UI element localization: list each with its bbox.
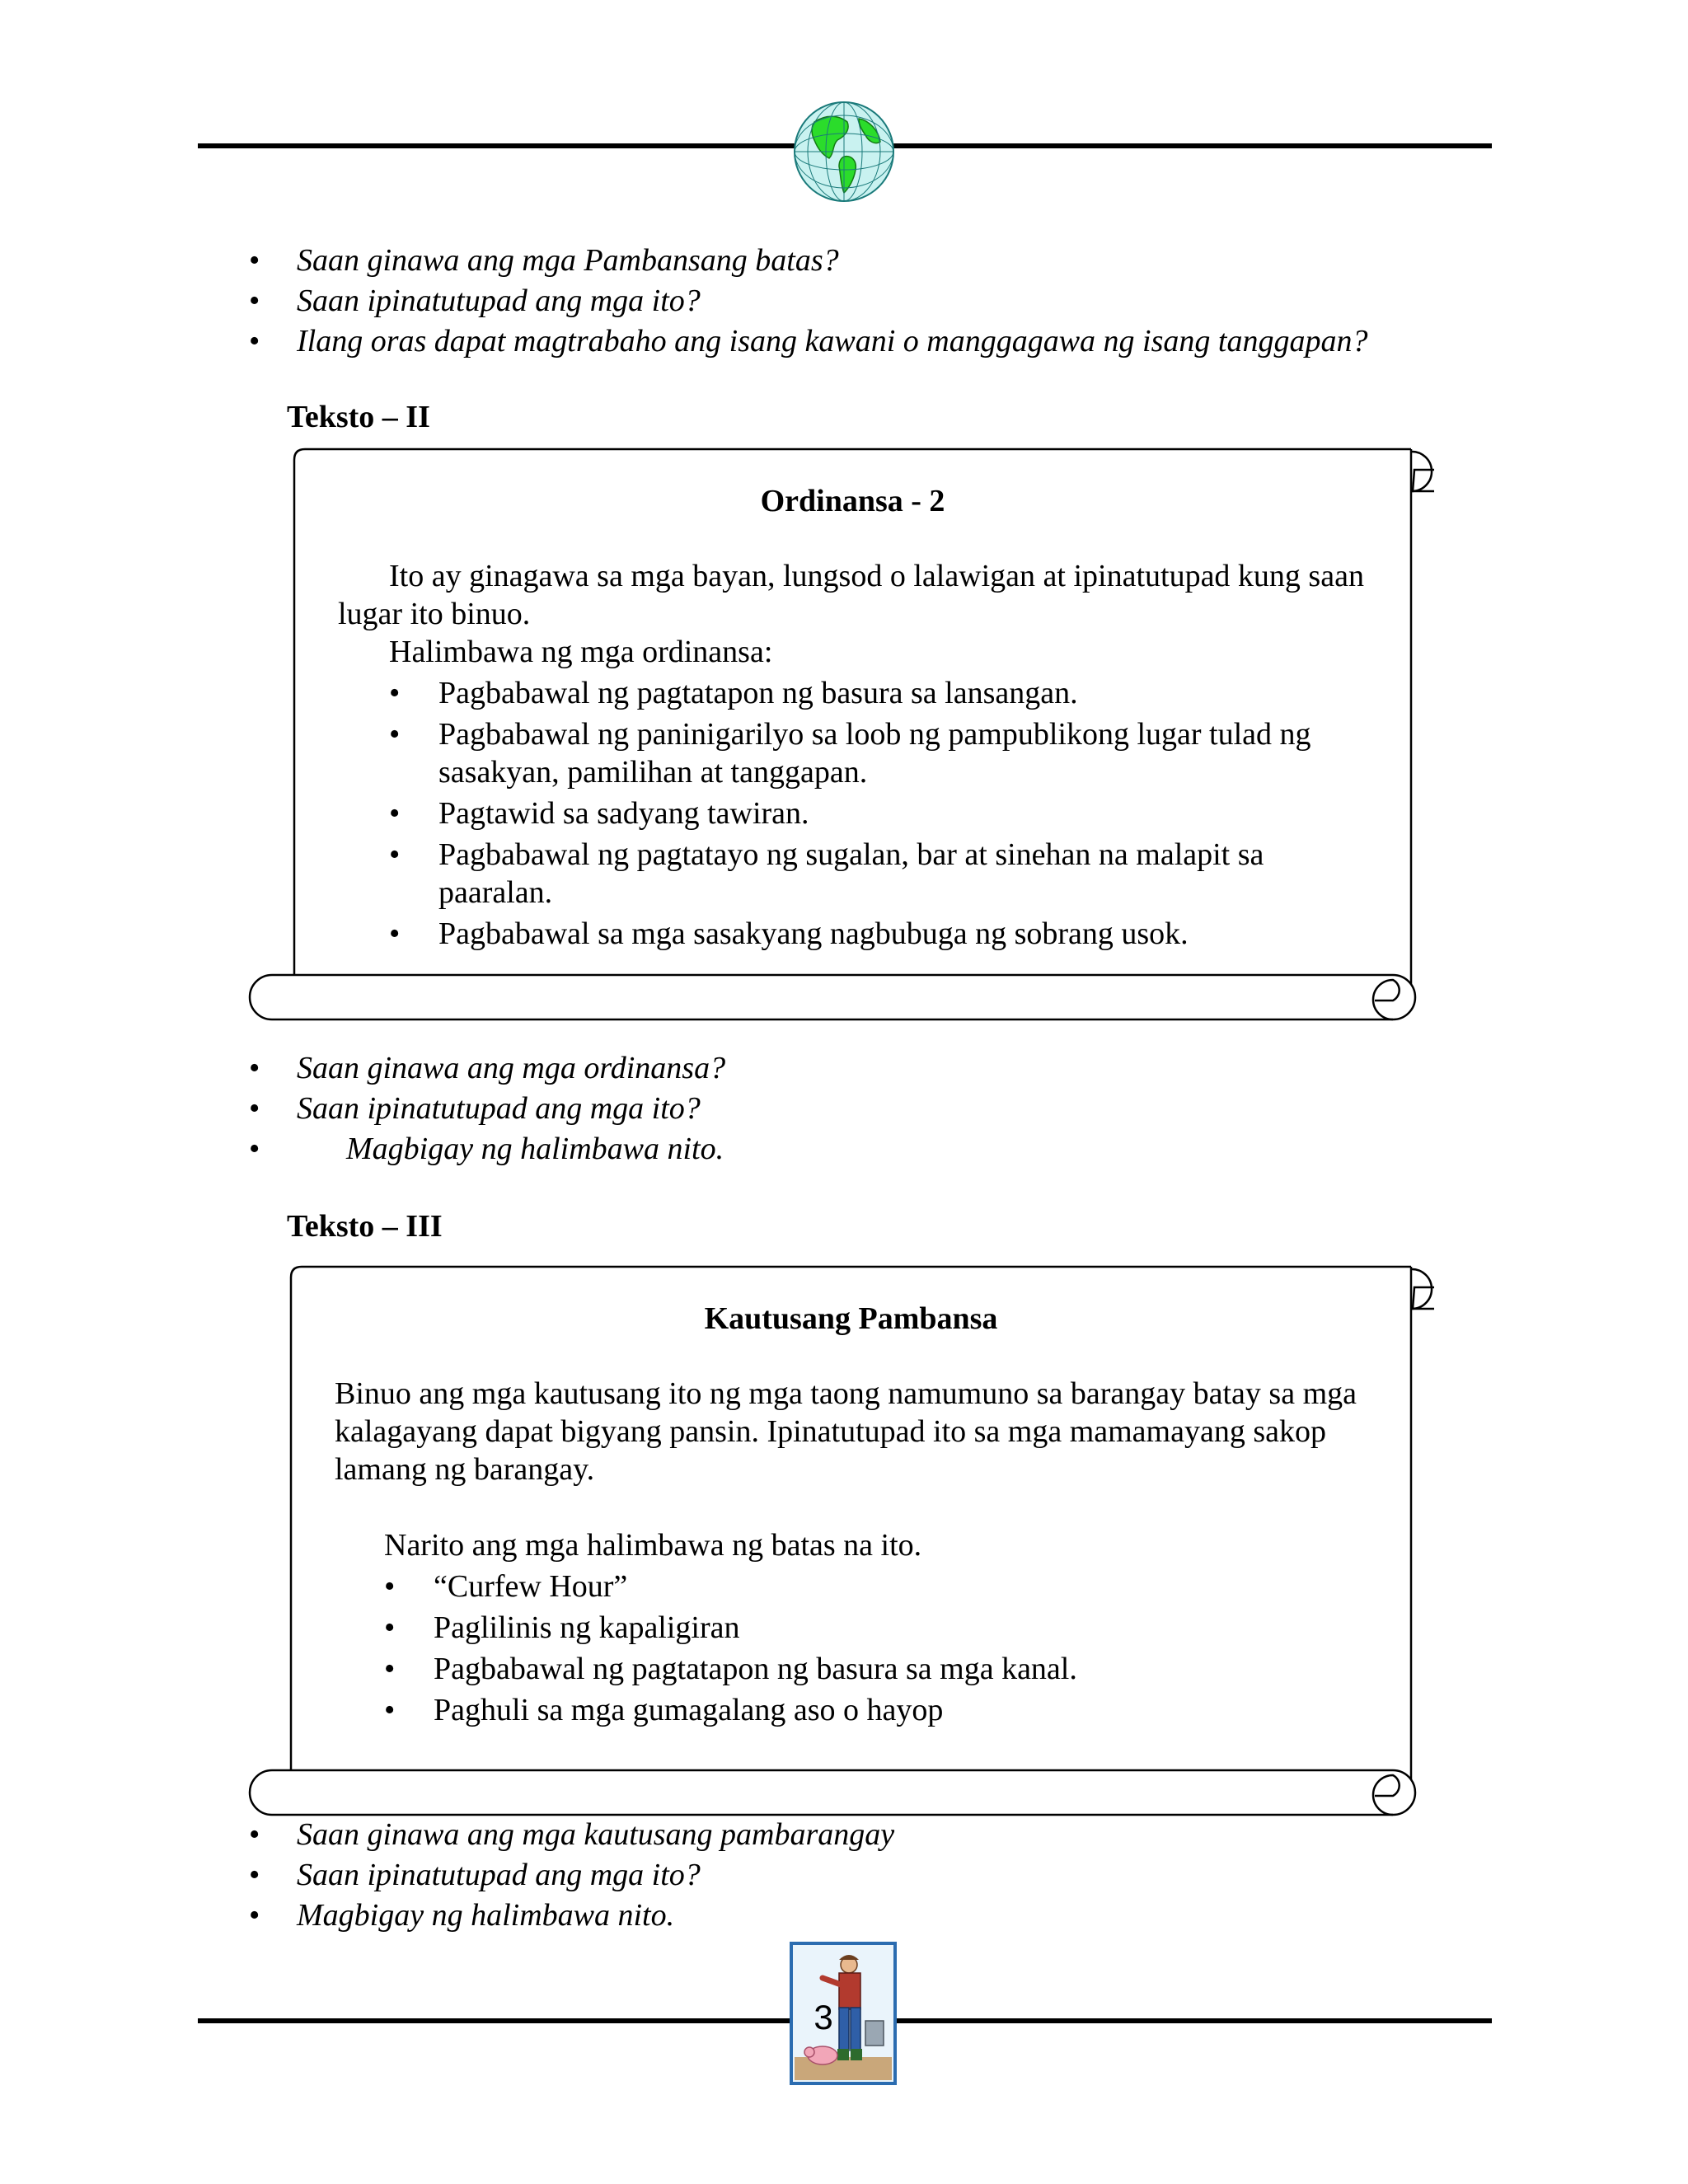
list-item: • Saan ginawa ang mga kautusang pambarangay <box>249 1815 894 1855</box>
farmer-illustration <box>790 1942 897 2085</box>
header-rule-right <box>892 143 1492 148</box>
kautusan-list <box>384 1568 1373 1732</box>
list-item: • Pagbabawal ng pagtatapon ng basura sa mga kanal. <box>384 1650 1373 1688</box>
header-rule-left <box>198 143 796 148</box>
list-item <box>249 1129 725 1169</box>
list-item: • Saan ipinatutupad ang mga ito? <box>249 1855 894 1896</box>
ordinance-list <box>389 674 1378 956</box>
section2-question-list <box>249 1048 725 1169</box>
box-title: Kautusang Pambansa <box>704 1301 998 1336</box>
list-item: • Saan ginawa ang mga Pambansang batas? <box>249 241 1367 281</box>
list-item: • Saan ipinatutupad ang mga ito? <box>249 281 1367 321</box>
globe-icon <box>790 97 898 206</box>
list-item: • Ilang oras dapat magtrabaho ang isang kawani o manggagawa ng isang tanggapan? <box>249 321 1367 362</box>
box-paragraph: Ito ay ginagawa sa mga bayan, lungsod o lalawigan at ipinatutupad kung saan lugar ito binuo. <box>338 559 1364 631</box>
footer-rule-left <box>198 2018 790 2023</box>
box-intro: Narito ang mga halimbawa ng batas na ito. <box>384 1528 922 1563</box>
list-item: • Magbigay ng halimbawa nito. <box>249 1896 894 1936</box>
list-item: • Saan ginawa ang mga ordinansa? <box>249 1048 725 1089</box>
box-title: Ordinansa - 2 <box>760 484 945 518</box>
list-item: • “Curfew Hour” <box>384 1568 1373 1605</box>
list-item: • Pagbabawal ng pagtatapon ng basura sa lansangan. <box>389 674 1378 712</box>
list-item: • Pagbabawal ng paninigarilyo sa loob ng pampublikong lugar tulad ng sasakyan, pamilihan at tanggapan. <box>389 715 1378 791</box>
section-heading: Teksto – III <box>287 1209 443 1244</box>
top-question-list <box>249 241 1367 362</box>
page-number: 3 <box>814 1998 833 2036</box>
section3-question-list <box>249 1815 894 1936</box>
list-item: • Paghuli sa mga gumagalang aso o hayop <box>384 1691 1373 1729</box>
footer-rule-right <box>897 2018 1492 2023</box>
list-item: • Pagbabawal sa mga sasakyang nagbubuga ng sobrang usok. <box>389 915 1378 953</box>
box-intro: Halimbawa ng mga ordinansa: <box>389 635 773 669</box>
list-item: • Paglilinis ng kapaligiran <box>384 1609 1373 1647</box>
section-heading: Teksto – II <box>287 400 430 434</box>
list-item-text: Magbigay ng halimbawa nito. <box>346 1132 724 1166</box>
list-item: • Saan ipinatutupad ang mga ito? <box>249 1089 725 1129</box>
box-paragraph: Binuo ang mga kautusang ito ng mga taong namumuno sa barangay batay sa mga kalagayang dapat bigyang pansin. Ipinatutupad ito sa mga mamamayang sakop lamang ng barangay. <box>335 1376 1357 1487</box>
list-item: • Pagtawid sa sadyang tawiran. <box>389 794 1378 832</box>
list-item: • Pagbabawal ng pagtatayo ng sugalan, bar at sinehan na malapit sa paaralan. <box>389 836 1378 912</box>
